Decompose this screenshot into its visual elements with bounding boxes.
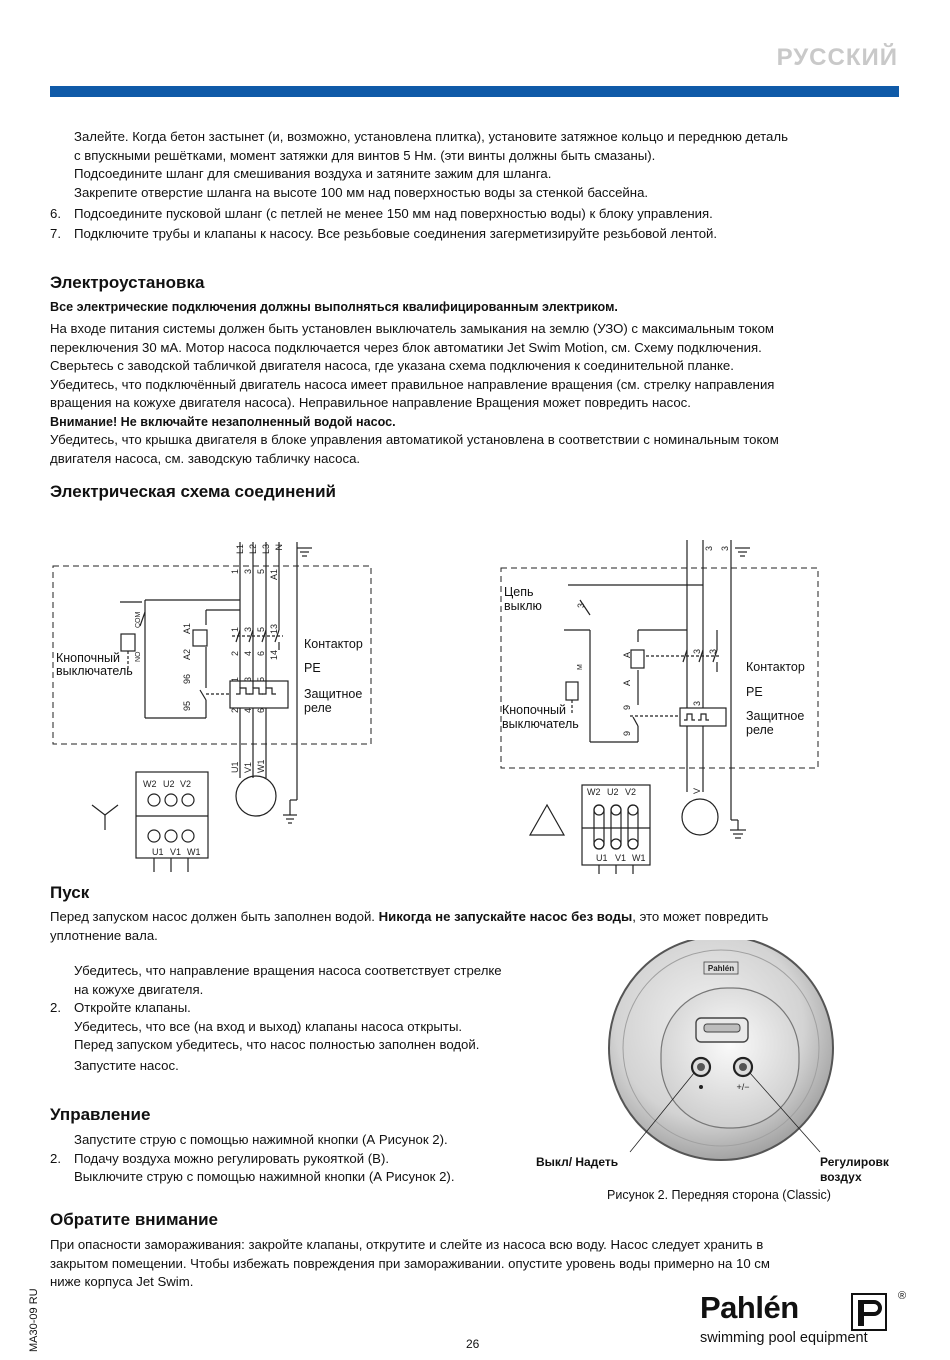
electro-attention: Внимание! Не включайте незаполненный водой насос. xyxy=(50,414,396,429)
terminal-label: U1 xyxy=(152,847,164,857)
start-intro-line2: уплотнение вала. xyxy=(50,927,158,943)
wiring-diagram-star xyxy=(0,530,470,875)
terminal-number: 14 xyxy=(269,649,279,660)
terminal-label: W1 xyxy=(632,853,646,863)
label-button: Кнопочный xyxy=(502,703,566,717)
terminal-number: 3 xyxy=(243,568,253,574)
terminal-label: U2 xyxy=(163,779,175,789)
start-step xyxy=(50,999,590,1018)
document-code: MA30-09 RU xyxy=(28,1288,40,1352)
electro-line: переключения 30 мА. Мотор насоса подключается через блок автоматики Jet Swim Motion, см. Схему подключения. xyxy=(50,339,762,355)
label-air-adjust xyxy=(820,1155,889,1185)
step-text: Запустите струю с помощью нажимной кнопки (А Рисунок 2). xyxy=(74,1132,448,1147)
terminal-number: 3 xyxy=(243,626,253,632)
phase-label: L3 xyxy=(261,544,271,555)
label-pe: PE xyxy=(746,685,763,699)
label-contactor: Контактор xyxy=(304,637,363,651)
company-logo xyxy=(700,1290,915,1355)
start-intro-line xyxy=(50,908,910,927)
control-step xyxy=(50,1150,590,1169)
no-label: NO xyxy=(135,651,142,662)
step-number: 7. xyxy=(50,226,61,241)
terminal-number: 6 xyxy=(256,650,266,656)
terminal-number: 6 xyxy=(256,707,266,713)
label-off-on: Выкл/ Надеть xyxy=(536,1155,619,1169)
start-steps xyxy=(50,962,590,1075)
step-text: Подачу воздуха можно регулировать рукояткой (В). xyxy=(74,1150,390,1166)
step-text: на кожухе двигателя. xyxy=(74,981,204,997)
start-step xyxy=(50,1057,590,1076)
electro-line: двигателя насоса, см. заводскую табличку насоса. xyxy=(50,450,361,466)
label-pe: PE xyxy=(304,661,321,675)
coil-label: A1 xyxy=(182,622,192,634)
wiring-diagram-star-svg xyxy=(0,530,470,875)
start-step xyxy=(50,1018,590,1037)
control-step xyxy=(50,1131,590,1150)
label-relay: реле xyxy=(304,701,332,715)
terminal-label: V2 xyxy=(625,787,637,797)
section-heading-scheme: Электрическая схема соединений xyxy=(50,482,336,501)
logo-registered: ® xyxy=(898,1290,907,1302)
label-relay: Защитное xyxy=(304,687,363,701)
terminal-label: W2 xyxy=(143,779,157,789)
terminal-label: V1 xyxy=(615,853,627,863)
electro-line: Убедитесь, что подключённый двигатель насоса имеет правильное направление вращения (см. стрелку направления xyxy=(50,376,775,392)
label-relay: реле xyxy=(746,723,774,737)
label-button: Кнопочный xyxy=(56,651,120,665)
start-step xyxy=(50,981,590,1000)
page-number: 26 xyxy=(466,1337,480,1351)
coil-label: A xyxy=(622,679,632,686)
install-step-7 xyxy=(50,225,717,244)
phase-label: L2 xyxy=(248,544,258,555)
relay-contact-label: 9 xyxy=(622,704,632,710)
label-air-adjust-line: Регулировк xyxy=(820,1155,889,1169)
start-intro-bold: Никогда не запускайте насос без воды xyxy=(378,909,633,924)
label-button: выключатель xyxy=(502,717,579,731)
start-step xyxy=(50,962,590,981)
step-text: Перед запуском убедитесь, что насос полностью заполнен водой. xyxy=(74,1037,480,1052)
note-line: При опасности замораживания: закройте клапаны, открутите и слейте из насоса всю воду. Насос следует хранить в xyxy=(50,1237,764,1252)
label-circuit: выклю xyxy=(504,599,542,613)
note-line: закрытом помещении. Чтобы избежать повреждения при замораживании. опустите уровень воды примерно на 10 см xyxy=(50,1255,770,1271)
air-symbol: +/− xyxy=(736,1082,750,1092)
terminal-number: 3 xyxy=(576,602,586,608)
terminal-label: V2 xyxy=(180,779,192,789)
terminal-label: V1 xyxy=(170,847,182,857)
panel-brand: Pahlén xyxy=(707,964,735,973)
section-heading-note: Обратите внимание xyxy=(50,1210,218,1229)
terminal-number: 3 xyxy=(692,700,702,706)
terminal-number: 3 xyxy=(704,546,714,552)
terminal-label: U1 xyxy=(596,853,608,863)
start-intro-end: , это может повредить xyxy=(632,909,769,924)
note-body xyxy=(50,1236,910,1292)
relay-contact-label: 9 xyxy=(622,730,632,736)
motor-terminal: W1 xyxy=(256,759,266,773)
step-number: 6. xyxy=(50,206,61,221)
terminal-number: 5 xyxy=(256,626,266,632)
step-text: Запустите насос. xyxy=(74,1057,179,1073)
relay-contact-label: 95 xyxy=(182,700,192,711)
control-steps xyxy=(50,1131,590,1187)
label-contactor: Контактор xyxy=(746,660,805,674)
terminal-number: 3 xyxy=(692,648,702,654)
terminal-label: W2 xyxy=(587,787,601,797)
terminal-number: 2 xyxy=(230,650,240,656)
step-text: Убедитесь, что направление вращения насоса соответствует стрелке xyxy=(74,963,502,978)
motor-terminal: V1 xyxy=(243,761,253,773)
start-step xyxy=(50,1036,590,1055)
step-number: 2. xyxy=(50,1000,61,1015)
terminal-number: A1 xyxy=(269,568,279,580)
step-text: Откройте клапаны. xyxy=(74,1000,191,1015)
terminal-number: 13 xyxy=(269,623,279,634)
relay-contact-label: 96 xyxy=(182,673,192,684)
install-line: Подсоедините шланг для смешивания воздуха и затяните зажим для шланга. xyxy=(74,166,552,181)
electro-line: На входе питания системы должен быть установлен выключатель замыкания на землю (УЗО) с максимальным током xyxy=(50,321,774,336)
coil-label: A xyxy=(622,651,632,658)
electro-warning: Все электрические подключения должны выполняться квалифицированным электриком. xyxy=(50,300,618,314)
m-label: M xyxy=(577,664,584,670)
terminal-number: 3 xyxy=(708,648,718,654)
front-panel-illustration xyxy=(530,940,910,1170)
step-text: Подсоедините пусковой шланг (с петлей не менее 150 мм над поверхностью воды) к блоку управления. xyxy=(74,206,713,221)
figure-caption: Рисунок 2. Передняя сторона (Classic) xyxy=(607,1188,831,1202)
logo-wordmark: Pahlén xyxy=(700,1290,799,1325)
step-text: Убедитесь, что все (на вход и выход) клапаны насоса открыты. xyxy=(74,1018,463,1034)
figure-front-panel xyxy=(530,940,910,1210)
install-line: Залейте. Когда бетон застынет (и, возможно, установлена плитка), установите затяжное кольцо и переднюю деталь xyxy=(74,129,788,144)
terminal-label: U2 xyxy=(607,787,619,797)
coil-label: A2 xyxy=(182,648,192,660)
electro-body xyxy=(50,320,910,468)
step-text: Выключите струю с помощью нажимной кнопки (А Рисунок 2). xyxy=(74,1169,455,1184)
control-step xyxy=(50,1168,590,1187)
terminal-number: 1 xyxy=(230,626,240,632)
electro-line: Убедитесь, что крышка двигателя в блоке управления автоматикой установлена в соответствии с номинальным током xyxy=(50,432,779,447)
section-heading-electro: Электроустановка xyxy=(50,273,205,292)
terminal-label: W1 xyxy=(187,847,201,857)
start-intro-text: Перед запуском насос должен быть заполнен водой. xyxy=(50,909,379,924)
terminal-number: 3 xyxy=(720,546,730,552)
logo-subtitle: swimming pool equipment xyxy=(700,1330,868,1346)
phase-label: N xyxy=(274,544,284,551)
label-relay: Защитное xyxy=(746,709,805,723)
label-button: выключатель xyxy=(56,664,133,678)
step-text: Подключите трубы и клапаны к насосу. Все резьбовые соединения загерметизируйте резьбовой лентой. xyxy=(74,226,718,241)
terminal-number: 3 xyxy=(243,676,253,682)
section-heading-control: Управление xyxy=(50,1105,151,1124)
note-line: ниже корпуса Jet Swim. xyxy=(50,1274,194,1289)
wiring-diagram-delta xyxy=(470,530,870,875)
electro-line: вращения на кожухе двигателя насоса). Неправильное направление Вращения может повредить насос. xyxy=(50,395,691,410)
motor-terminal: V xyxy=(692,787,702,794)
electro-line: Сверьтесь с заводской табличкой двигателя насоса, где указана схема подключения к соединительной планке. xyxy=(50,358,734,373)
label-circuit: Цепь xyxy=(504,585,534,599)
terminal-number: 2 xyxy=(230,707,240,713)
terminal-number: 1 xyxy=(230,676,240,682)
phase-label: L1 xyxy=(235,544,245,555)
terminal-number: 4 xyxy=(243,707,253,713)
install-step-6 xyxy=(50,205,713,224)
logo-p-mark-icon xyxy=(850,1292,892,1332)
wiring-diagram-delta-svg xyxy=(470,530,870,875)
language-label: РУССКИЙ xyxy=(776,44,898,71)
header-bar xyxy=(50,86,899,97)
install-line: Закрепите отверстие шланга на высоте 100 мм над поверхностью воды за стенкой бассейна. xyxy=(74,184,649,200)
motor-terminal: U1 xyxy=(230,761,240,773)
label-air-adjust-line: воздух xyxy=(820,1170,862,1184)
terminal-number: 5 xyxy=(256,676,266,682)
install-continuation xyxy=(74,128,904,202)
install-line: с впускными решётками, момент затяжки для винтов 5 Нм. (эти винты должны быть смазаны). xyxy=(74,147,656,163)
section-heading-start: Пуск xyxy=(50,883,90,902)
terminal-number: 5 xyxy=(256,568,266,574)
com-label: COM xyxy=(135,611,142,628)
step-number: 2. xyxy=(50,1150,61,1166)
terminal-number: 1 xyxy=(230,568,240,574)
terminal-number: 4 xyxy=(243,650,253,656)
